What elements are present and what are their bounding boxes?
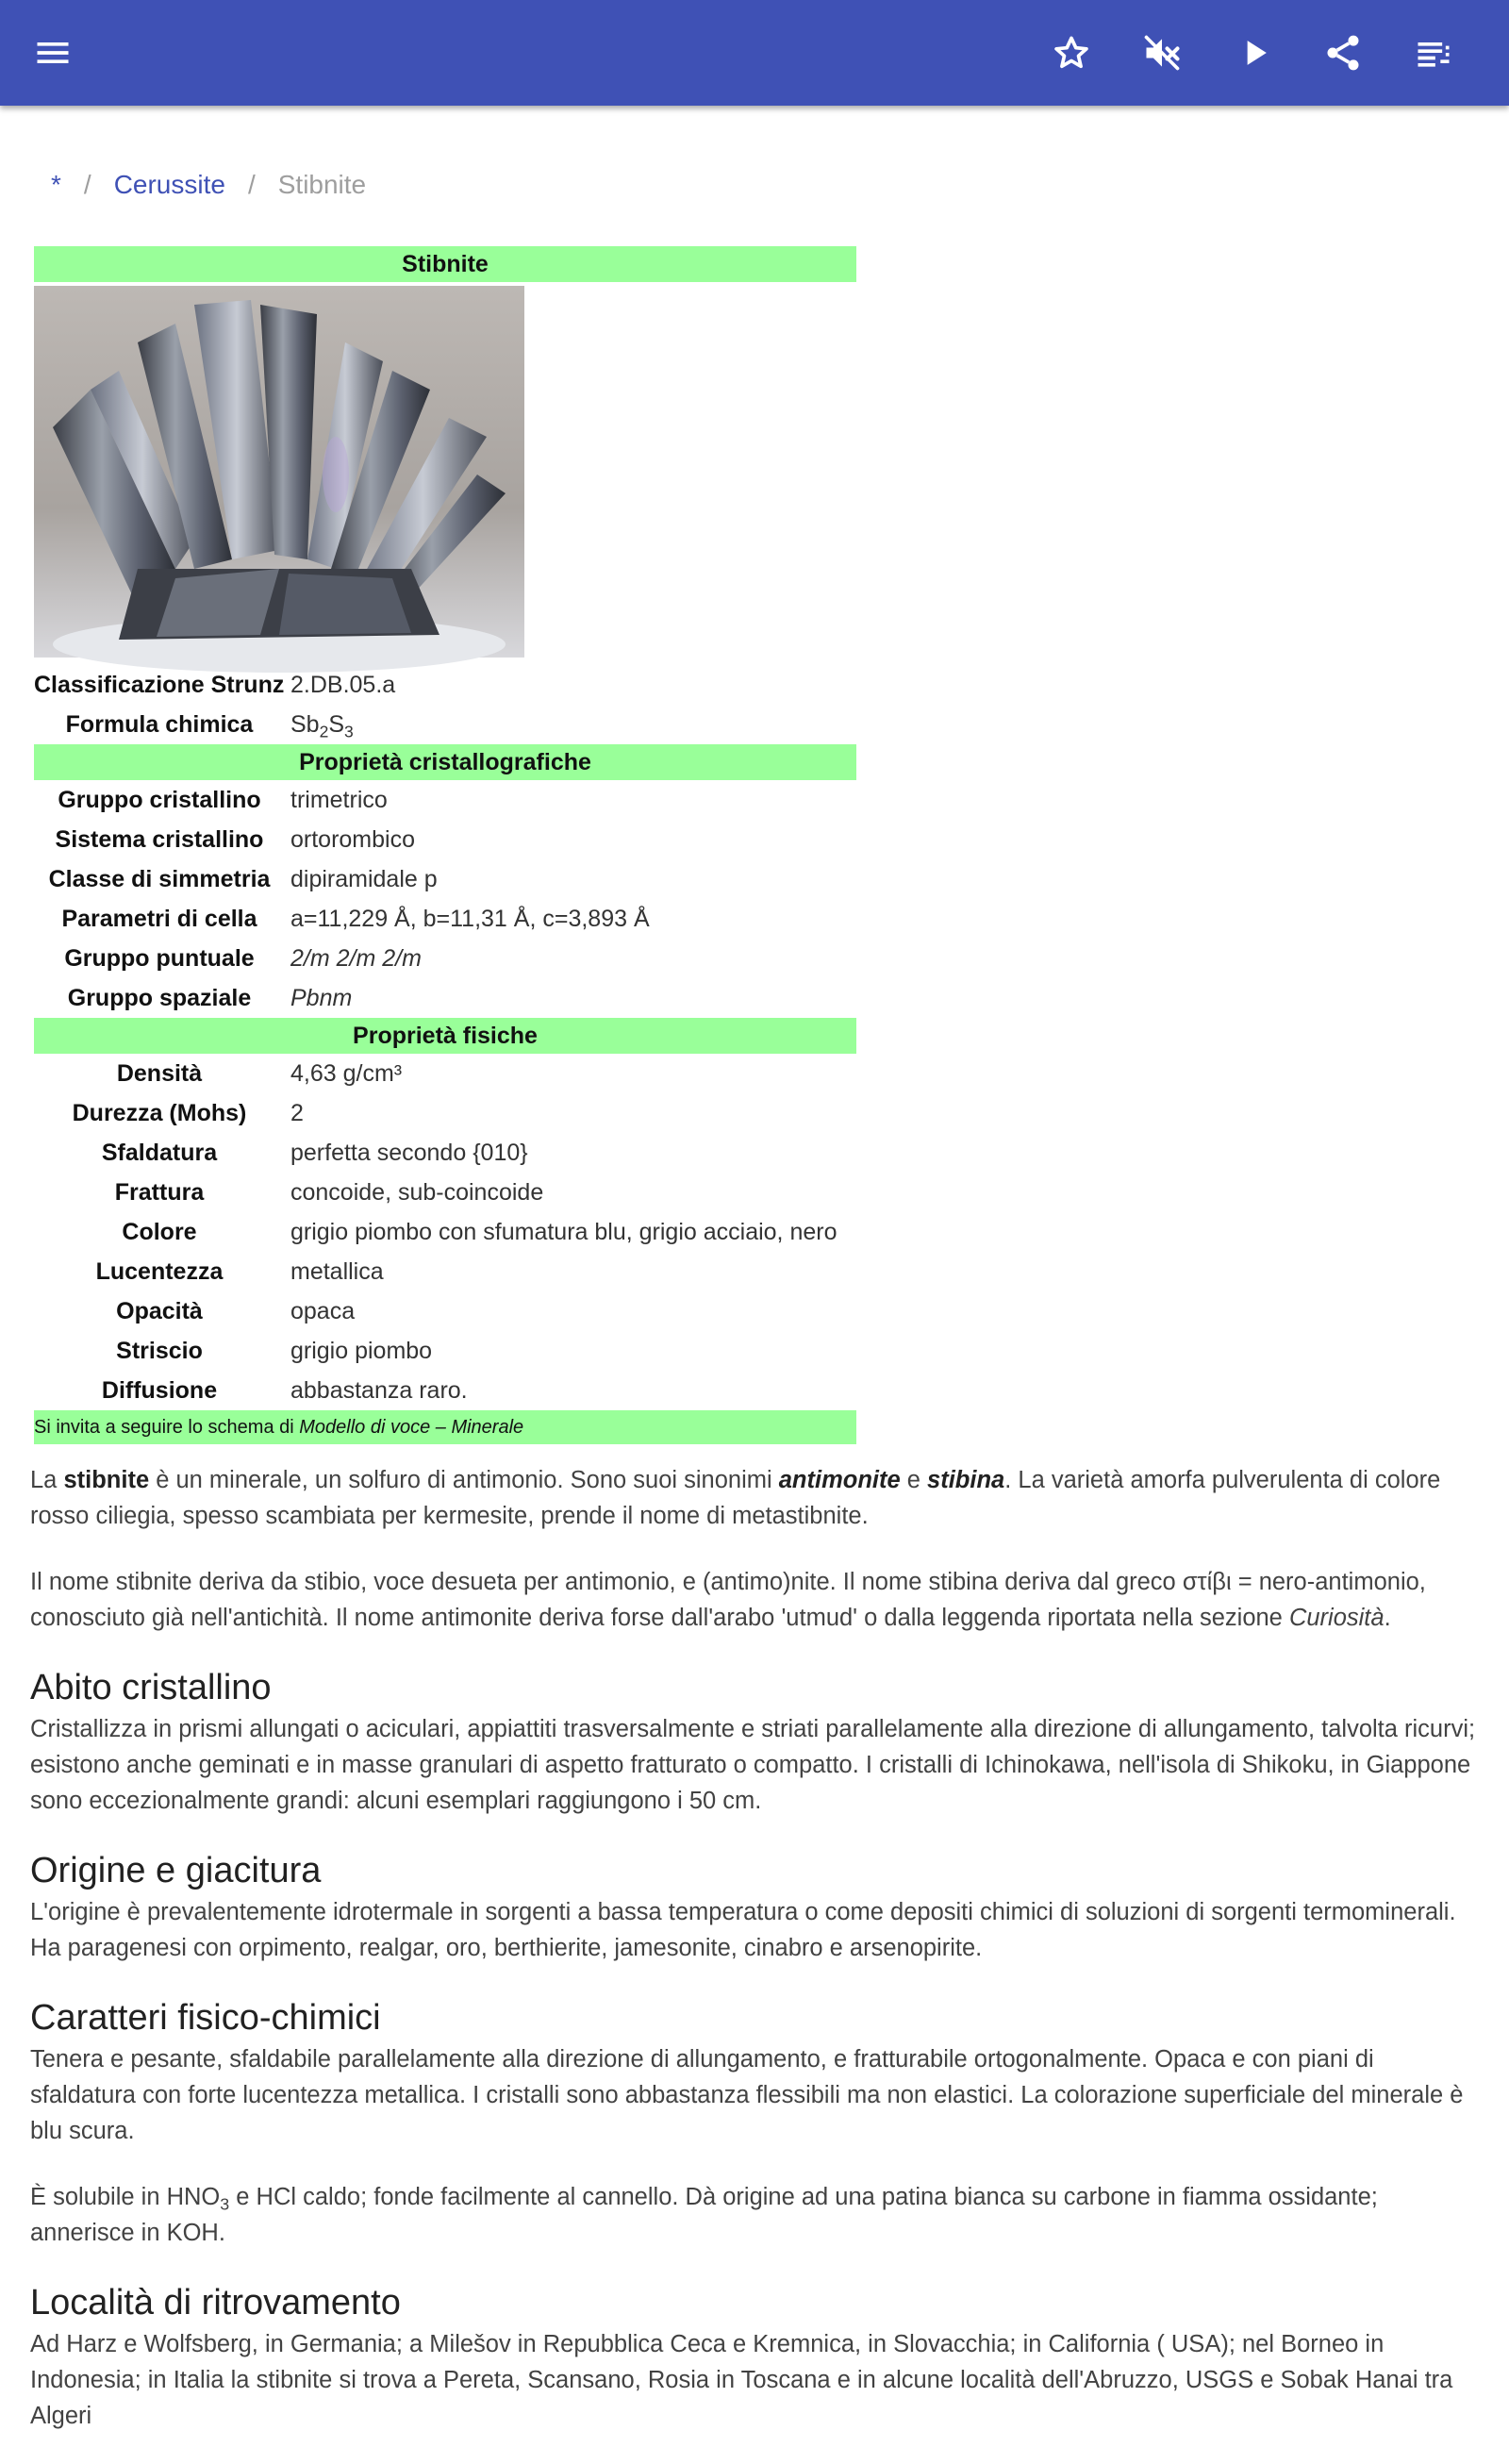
row-label: Striscio bbox=[116, 1337, 203, 1364]
infobox-row bbox=[34, 1054, 856, 1093]
infobox-row bbox=[34, 705, 856, 744]
row-label: Densità bbox=[116, 1059, 203, 1087]
row-label: Gruppo puntuale bbox=[64, 944, 255, 972]
row-value: trimetrico bbox=[290, 786, 388, 813]
infobox-row bbox=[34, 1173, 856, 1212]
row-label: Formula chimica bbox=[65, 710, 254, 738]
row-label: Lucentezza bbox=[95, 1257, 224, 1285]
row-value: a=11,229 Å, b=11,31 Å, c=3,893 Å bbox=[290, 905, 650, 932]
infobox-row bbox=[34, 978, 856, 1018]
section-paragraph: È solubile in $HNO_3$ e HCl caldo; fonde facilmente al cannello. Dà origine ad una patina bianca su carbone in fiamma ossidante; annerisce in KOH. bbox=[30, 2184, 1378, 2246]
infobox-title: Stibnite bbox=[34, 246, 856, 282]
chemical-formula: $Sb_2S_3$ bbox=[290, 710, 354, 741]
section-heading-localities: Località di ritrovamento bbox=[30, 2283, 401, 2322]
section-paragraph: L'origine è prevalentemente idrotermale in sorgenti a bassa temperatura o come depositi chimici di soluzioni di sorgenti termominerali. Ha paragenesi con orpimento, realgar, oro, berthierite, jamesonite, cinabro e arsenopirite. bbox=[30, 1899, 1456, 1961]
row-value: 4,63 g/cm³ bbox=[290, 1059, 403, 1087]
etymology-paragraph: Il nome stibnite deriva da stibio, voce desueta per antimonio, e (antimo)nite. Il nome stibina deriva dal greco στίβι = nero-antimonio, conosciuto già nell'antichità. Il nome antimonite deriva forse dall'arabo 'utmud' o dalla leggenda riportata nella sezione Curiosità. bbox=[30, 1569, 1426, 1631]
row-label: Sistema cristallino bbox=[55, 825, 264, 853]
row-value: Pbnm bbox=[290, 984, 353, 1011]
app-bar bbox=[0, 0, 1509, 106]
row-value: abbastanza raro. bbox=[290, 1376, 468, 1404]
section-heading-origin: Origine e giacitura bbox=[30, 1851, 322, 1890]
breadcrumb-current: Stibnite bbox=[277, 170, 367, 199]
row-label: Gruppo spaziale bbox=[67, 984, 252, 1011]
breadcrumb-parent-link[interactable]: Cerussite bbox=[113, 170, 225, 199]
breadcrumb-root-link[interactable]: * bbox=[51, 170, 61, 199]
row-label: Sfaldatura bbox=[101, 1139, 218, 1166]
infobox-row bbox=[34, 820, 856, 859]
row-value: grigio piombo con sfumatura blu, grigio acciaio, nero bbox=[290, 1218, 837, 1245]
breadcrumb bbox=[51, 170, 366, 200]
row-label: Durezza (Mohs) bbox=[72, 1099, 247, 1126]
menu-icon[interactable] bbox=[26, 26, 79, 79]
row-value: 2.DB.05.a bbox=[290, 671, 396, 698]
row-label: Diffusione bbox=[101, 1376, 218, 1404]
infobox-row bbox=[34, 780, 856, 820]
row-label: Frattura bbox=[114, 1178, 205, 1206]
template-link[interactable]: Modello di voce – Minerale bbox=[299, 1417, 524, 1438]
share-icon[interactable] bbox=[1317, 26, 1369, 79]
row-label: Colore bbox=[122, 1218, 197, 1245]
row-value: metallica bbox=[290, 1257, 384, 1285]
row-value: ortorombico bbox=[290, 825, 415, 853]
infobox-row bbox=[34, 1331, 856, 1371]
breadcrumb-separator: / bbox=[83, 170, 91, 199]
infobox-row bbox=[34, 1371, 856, 1410]
infobox-row bbox=[34, 899, 856, 939]
row-value: concoide, sub-coincoide bbox=[290, 1178, 544, 1206]
stibnite-photo[interactable] bbox=[34, 286, 524, 658]
row-value: grigio piombo bbox=[290, 1337, 433, 1364]
play-icon[interactable] bbox=[1228, 26, 1281, 79]
star-outline-icon[interactable] bbox=[1045, 26, 1098, 79]
mineral-infobox bbox=[34, 246, 856, 1444]
infobox-row bbox=[34, 1291, 856, 1331]
infobox-row bbox=[34, 1252, 856, 1291]
infobox-note: Si invita a seguire lo schema di Modello di voce – Minerale bbox=[34, 1410, 856, 1444]
section-paragraph: Cristallizza in prismi allungati o aciculari, appiattiti trasversalmente e striati parallelamente alla direzione di allungamento, talvolta ricurvi; esistono anche geminati e in masse granulari di aspetto fratturato o compatto. I cristalli di Ichinokawa, nell'isola di Shikoku, in Giappone sono eccezionalmente grandi: alcuni esemplari raggiungono i 50 cm. bbox=[30, 1716, 1476, 1814]
infobox-row bbox=[34, 859, 856, 899]
row-value: 2 bbox=[290, 1099, 304, 1126]
playlist-icon[interactable] bbox=[1407, 26, 1460, 79]
section-header-crystal: Proprietà cristallografiche bbox=[34, 744, 856, 780]
row-label: Parametri di cella bbox=[61, 905, 257, 932]
article-body bbox=[30, 1462, 1479, 2464]
row-label: Classe di simmetria bbox=[48, 865, 271, 892]
section-paragraph: Ad Harz e Wolfsberg, in Germania; a Milešov in Repubblica Ceca e Kremnica, in Slovacchia; in California ( USA); nel Borneo in Indonesia; in Italia la stibnite si trova a Pereta, Scansano, Rosia in Toscana e in alcune località dell'Abruzzo, USGS e Sobak Hanai tra Algeri bbox=[30, 2331, 1453, 2429]
infobox-row bbox=[34, 1093, 856, 1133]
infobox-row bbox=[34, 665, 856, 705]
row-value: 2/m 2/m 2/m bbox=[290, 944, 422, 972]
section-header-physical: Proprietà fisiche bbox=[34, 1018, 856, 1054]
infobox-row bbox=[34, 1133, 856, 1173]
section-heading-habit: Abito cristallino bbox=[30, 1668, 272, 1707]
row-label: Opacità bbox=[116, 1297, 203, 1324]
row-value: opaca bbox=[290, 1297, 356, 1324]
intro-paragraph: La stibnite è un minerale, un solfuro di antimonio. Sono suoi sinonimi antimonite e stibina. La varietà amorfa pulverulenta di colore rosso ciliegia, spesso scambiata per kermesite, prende il nome di metastibnite. bbox=[30, 1467, 1441, 1529]
infobox-row bbox=[34, 1212, 856, 1252]
infobox-row bbox=[34, 939, 856, 978]
volume-off-icon[interactable] bbox=[1136, 26, 1188, 79]
row-value: perfetta secondo {010} bbox=[290, 1139, 528, 1166]
row-value: dipiramidale p bbox=[290, 865, 438, 892]
breadcrumb-separator: / bbox=[247, 170, 256, 199]
row-label: Classificazione Strunz bbox=[34, 671, 285, 698]
section-heading-chemistry: Caratteri fisico-chimici bbox=[30, 1998, 381, 2038]
section-paragraph: Tenera e pesante, sfaldabile parallelamente alla direzione di allungamento, e fratturabile ortogonalmente. Opaca e con piani di sfaldatura con forte lucentezza metallica. I cristalli sono abbastanza flessibili ma non elastici. La colorazione superficiale del minerale è blu scura. bbox=[30, 2046, 1464, 2144]
row-label: Gruppo cristallino bbox=[58, 786, 261, 813]
